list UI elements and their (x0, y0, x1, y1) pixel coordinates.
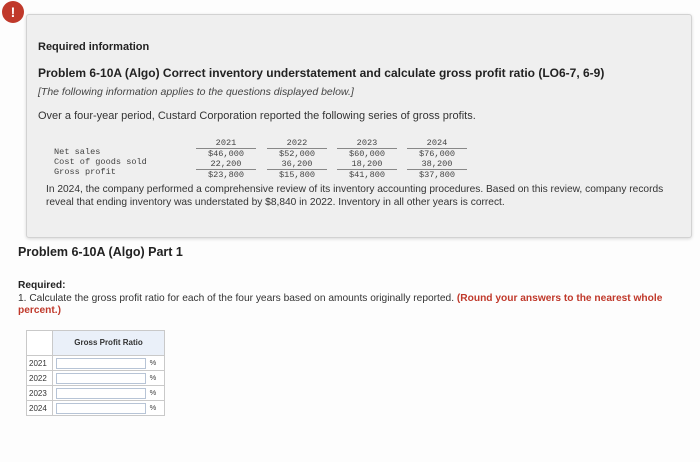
gross-profit-value: $41,800 (348, 170, 386, 180)
year-label: 2022 (27, 371, 53, 386)
alert-icon: ! (2, 1, 24, 23)
answer-header-row (27, 331, 165, 356)
ratio-input-2024[interactable] (56, 403, 146, 414)
ratio-cell (53, 356, 165, 371)
problem-title: Problem 6-10A (Algo) Correct inventory understatement and calculate gross profit ratio (LO6-7, 6-9) (38, 66, 605, 80)
cogs-value: 38,200 (407, 159, 467, 170)
year-label: 2023 (27, 386, 53, 401)
ratio-input-2023[interactable] (56, 388, 146, 399)
percent-unit: % (149, 373, 157, 382)
net-sales-value: $76,000 (418, 149, 456, 159)
answer-row-2022 (27, 371, 165, 386)
required-information-heading: Required information (38, 41, 150, 53)
ratio-input-2021[interactable] (56, 358, 146, 369)
row-label-gross-profit: Gross profit (54, 167, 116, 177)
ratio-cell (53, 371, 165, 386)
cogs-value: 22,200 (196, 159, 256, 170)
ratio-input-2022[interactable] (56, 373, 146, 384)
net-sales-value: $52,000 (278, 149, 316, 159)
year-header: 2022 (267, 138, 327, 149)
answer-table (26, 330, 165, 416)
answer-row-2021 (27, 356, 165, 371)
rounding-note: (Round your answers to the nearest whole percent.) (18, 293, 663, 316)
applies-note: [The following information applies to the questions displayed below.] (38, 86, 354, 98)
percent-unit: % (149, 358, 157, 367)
review-text: In 2024, the company performed a comprehensive review of its inventory accounting procedures. Based on this review, company records reveal that ending inventory was understated by $8,840 in 2022. Inventory in all other years is correct. (46, 184, 664, 208)
year-header: 2024 (407, 138, 467, 149)
gross-profit-ratio-header: Gross Profit Ratio (53, 331, 165, 356)
required-label: Required: (18, 280, 66, 291)
year-header: 2023 (337, 138, 397, 149)
net-sales-value: $60,000 (348, 149, 386, 159)
year-column-2021 (196, 138, 256, 180)
ratio-cell (53, 386, 165, 401)
cogs-value: 18,200 (337, 159, 397, 170)
row-label-net-sales: Net sales (54, 147, 101, 157)
ratio-cell (53, 401, 165, 416)
row-label-cogs: Cost of goods sold (54, 157, 147, 167)
gross-profit-value: $37,800 (418, 170, 456, 180)
year-label: 2021 (27, 356, 53, 371)
answer-row-2024 (27, 401, 165, 416)
year-label: 2024 (27, 401, 53, 416)
header-blank-cell (27, 331, 53, 356)
gross-profit-value: $23,800 (207, 170, 245, 180)
question-body: 1. Calculate the gross profit ratio for each of the four years based on amounts originally reported. (18, 293, 455, 304)
gross-profit-value: $15,800 (278, 170, 316, 180)
answer-row-2023 (27, 386, 165, 401)
net-sales-value: $46,000 (207, 149, 245, 159)
year-column-2023 (337, 138, 397, 180)
cogs-value: 36,200 (267, 159, 327, 170)
part-title: Problem 6-10A (Algo) Part 1 (18, 245, 183, 259)
intro-text: Over a four-year period, Custard Corporation reported the following series of gross profits. (38, 110, 476, 122)
year-column-2024 (407, 138, 467, 180)
question-text (18, 293, 678, 317)
percent-unit: % (149, 403, 157, 412)
year-header: 2021 (196, 138, 256, 149)
percent-unit: % (149, 388, 157, 397)
year-column-2022 (267, 138, 327, 180)
